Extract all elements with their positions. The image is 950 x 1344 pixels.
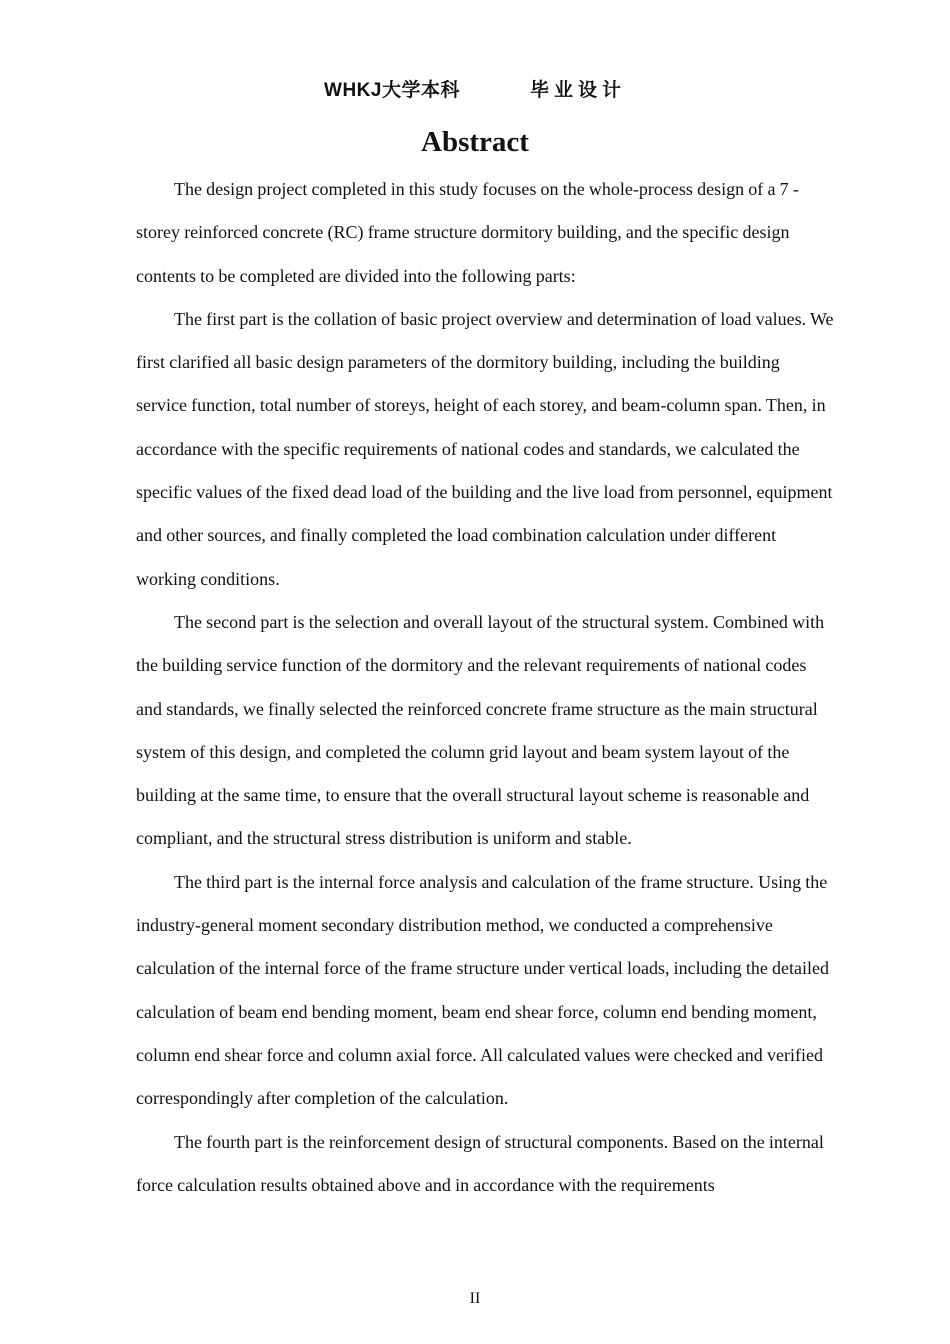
page-number: II: [469, 1290, 481, 1307]
header-university: WHKJ大学本科: [324, 80, 460, 101]
abstract-body: [136, 168, 834, 1207]
paragraph-part-two: The second part is the selection and overall layout of the structural system. Combined with the building service function of the dormitory and the relevant requirements of national codes and standards, we finally selected the reinforced concrete frame structure as the main structural system of this design, and completed the column grid layout and beam system layout of the building at the same time, to ensure that the overall structural layout scheme is reasonable and compliant, and the structural stress distribution is uniform and stable.: [136, 611, 825, 849]
paragraph-part-three: The third part is the internal force analysis and calculation of the frame structure. Using the industry-general moment secondary distribution method, we conducted a comprehensive calculation of the internal force of the frame structure under vertical loads, including the detailed calculation of beam end bending moment, beam end shear force, column end bending moment, column end shear force and column axial force. All calculated values were checked and verified correspondingly after completion of the calculation.: [136, 871, 830, 1109]
paragraph-intro: The design project completed in this study focuses on the whole-process design of a 7 -storey reinforced concrete (RC) frame structure dormitory building, and the specific design contents to be completed are divided into the following parts:: [136, 179, 799, 286]
header-document-type: 毕业设计: [529, 80, 626, 101]
page-header: [0, 78, 950, 104]
paragraph-part-one: The first part is the collation of basic project overview and determination of load values. We first clarified all basic design parameters of the dormitory building, including the building service function, total number of storeys, height of each storey, and beam-column span. Then, in accordance with the specific requirements of national codes and standards, we calculated the specific values of the fixed dead load of the building and the live load from personnel, equipment and other sources, and finally completed the load combination calculation under different working conditions.: [136, 308, 834, 589]
paragraph-part-four: The fourth part is the reinforcement design of structural components. Based on the internal force calculation results obtained above and in accordance with the requirements: [136, 1131, 824, 1195]
abstract-title: Abstract: [421, 126, 529, 158]
